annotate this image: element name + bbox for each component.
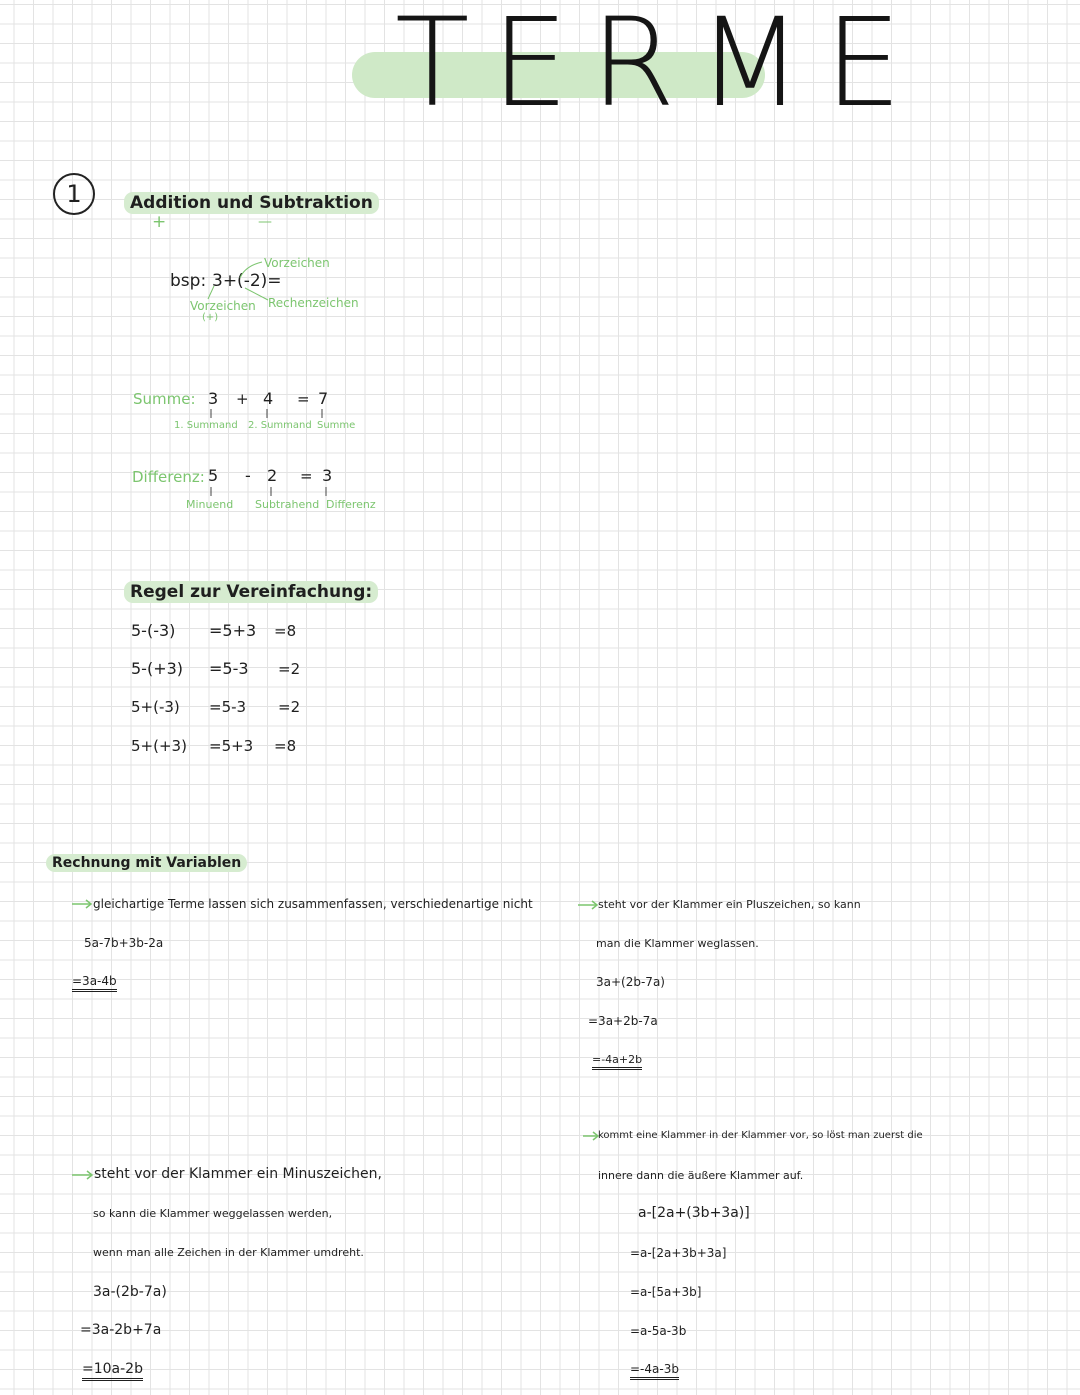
rule1-line1: 5a-7b+3b-2a	[84, 936, 164, 950]
regel-row-4-res: =8	[274, 737, 297, 755]
summe-label: Summe:	[133, 390, 196, 408]
variablen-heading: Rechnung mit Variablen	[46, 854, 247, 872]
summe-label-a: 1. Summand	[174, 420, 238, 431]
rule4-result: =-4a-3b	[630, 1362, 679, 1380]
rule1-text: gleichartige Terme lassen sich zusammenfassen, verschiedenartige nicht	[93, 897, 533, 911]
summe-result: 7	[318, 389, 329, 408]
rule2-line1: steht vor der Klammer ein Pluszeichen, so kann	[598, 898, 861, 911]
regel-row-2-res: =2	[278, 660, 301, 678]
differenz-label: Differenz:	[132, 468, 205, 486]
regel-row-4-mid: =5+3	[209, 737, 254, 755]
differenz-eq: =	[300, 467, 313, 485]
differenz-a: 5	[208, 466, 219, 485]
rule2-step2: =3a+2b-7a	[588, 1014, 658, 1028]
label-rechenzeichen: Rechenzeichen	[268, 296, 359, 310]
differenz-label-a: Minuend	[186, 498, 234, 511]
rule3-result: =10a-2b	[82, 1361, 143, 1381]
minus-sign-mark: —	[258, 214, 272, 230]
regel-row-2-expr: 5-(+3)	[131, 659, 184, 678]
regel-row-3-expr: 5+(-3)	[131, 698, 180, 716]
label-plus-paren: (+)	[202, 312, 219, 323]
summe-a: 3	[208, 389, 219, 408]
regel-row-1-res: =8	[274, 622, 297, 640]
differenz-result: 3	[322, 466, 333, 485]
summe-label-result: Summe	[317, 420, 356, 431]
summe-label-b: 2. Summand	[248, 420, 312, 431]
section-heading: Addition und Subtraktion	[124, 192, 379, 214]
rule4-step3: =a-[5a+3b]	[630, 1285, 702, 1299]
page-title: TERME	[395, 0, 924, 134]
plus-sign-mark: +	[152, 212, 167, 232]
section-number: 1	[53, 173, 95, 215]
rule2-line2: man die Klammer weglassen.	[596, 937, 759, 950]
differenz-op: -	[245, 466, 251, 485]
regel-row-1-expr: 5-(-3)	[131, 621, 176, 640]
rule1-result: =3a-4b	[72, 974, 117, 992]
label-vorzeichen-bottom: Vorzeichen	[190, 299, 256, 313]
rule4-line2: innere dann die äußere Klammer auf.	[598, 1169, 804, 1182]
rule3-line1: steht vor der Klammer ein Minuszeichen,	[94, 1166, 382, 1182]
rule3-line2: so kann die Klammer weggelassen werden,	[93, 1207, 333, 1220]
regel-row-1-mid: =5+3	[209, 621, 257, 640]
rule3-step2: =3a-2b+7a	[80, 1322, 162, 1338]
summe-eq: =	[297, 390, 310, 408]
summe-op: +	[236, 390, 249, 408]
rule4-step1: a-[2a+(3b+3a)]	[638, 1205, 750, 1221]
regel-row-3-mid: =5-3	[209, 698, 247, 716]
rule2-result: =-4a+2b	[592, 1053, 642, 1070]
rule3-line3: wenn man alle Zeichen in der Klammer umdreht.	[93, 1246, 364, 1259]
differenz-label-result: Differenz	[326, 498, 376, 511]
rule2-step1: 3a+(2b-7a)	[596, 975, 665, 989]
rule4-line1: kommt eine Klammer in der Klammer vor, so löst man zuerst die	[598, 1130, 923, 1141]
differenz-b: 2	[267, 466, 278, 485]
regel-row-3-res: =2	[278, 698, 301, 716]
example-expression: 3+(-2)=	[212, 271, 282, 291]
example-prefix: bsp:	[170, 271, 207, 291]
regel-row-4-expr: 5+(+3)	[131, 737, 187, 755]
label-vorzeichen-top: Vorzeichen	[264, 256, 330, 270]
summe-b: 4	[263, 389, 274, 408]
regel-heading: Regel zur Vereinfachung:	[124, 581, 378, 603]
regel-row-2-mid: =5-3	[209, 659, 249, 678]
rule4-step2: =a-[2a+3b+3a]	[630, 1246, 727, 1260]
rule4-step4: =a-5a-3b	[630, 1324, 687, 1338]
rule3-step1: 3a-(2b-7a)	[93, 1284, 167, 1300]
differenz-label-b: Subtrahend	[255, 498, 320, 511]
